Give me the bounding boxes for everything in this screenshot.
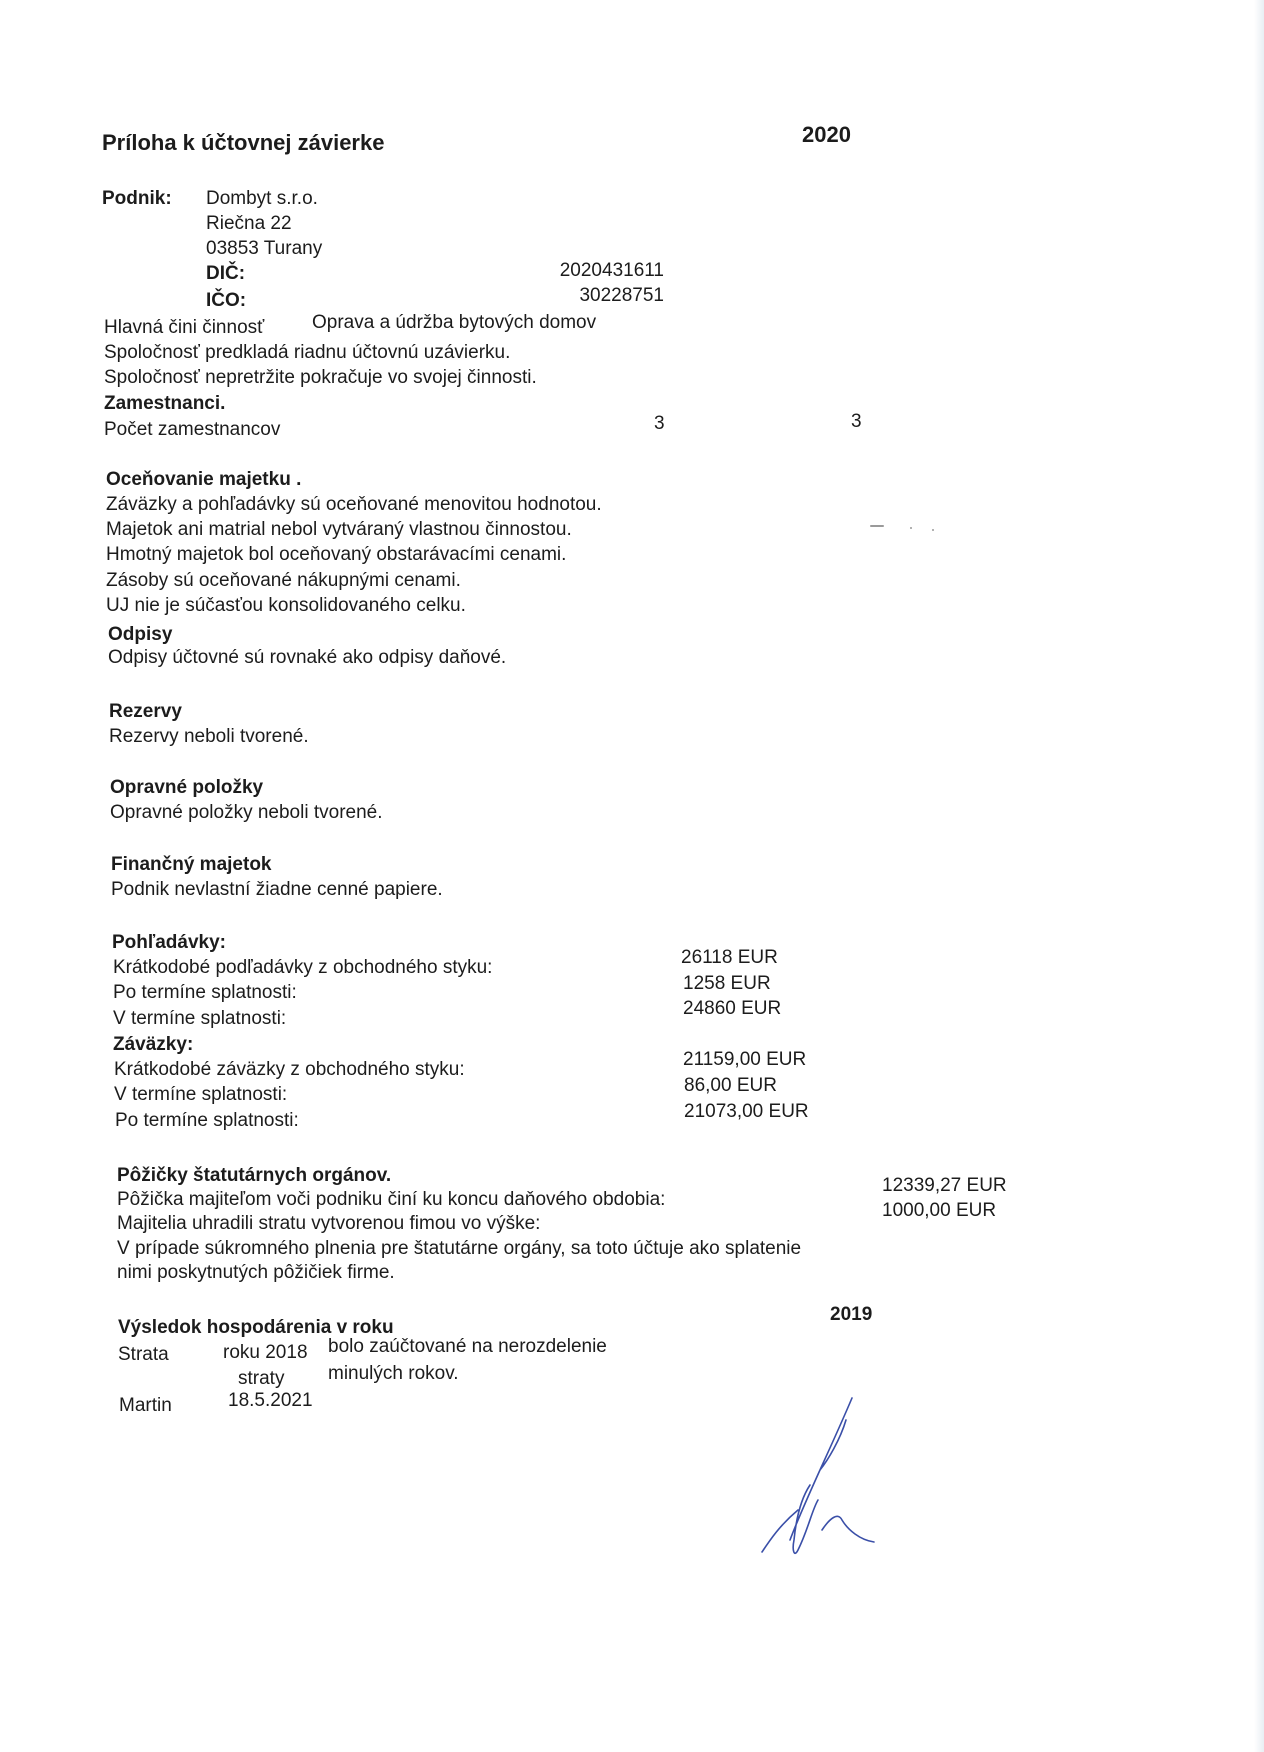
valuation-heading: Oceňovanie majetku . <box>106 469 302 490</box>
scan-edge-shadow <box>1254 0 1264 1752</box>
loans-row-label: Pôžička majiteľom voči podniku činí ku koncu daňového obdobia: <box>117 1189 666 1210</box>
liabilities-row-label: Krátkodobé záväzky z obchodného styku: <box>114 1059 465 1080</box>
loans-row-value: 12339,27 EUR <box>882 1175 1007 1196</box>
dic-value: 2020431611 <box>559 260 664 281</box>
liabilities-row-label: V termíne splatnosti: <box>114 1084 288 1105</box>
employees-current: 3 <box>654 413 665 434</box>
ico-value: 30228751 <box>579 285 664 306</box>
company-name: Dombyt s.r.o. <box>206 188 318 209</box>
adjustments-text: Opravné položky neboli tvorené. <box>110 802 383 823</box>
receivables-row-value: 26118 EUR <box>681 947 778 968</box>
document-year: 2020 <box>802 122 851 147</box>
receivables-row-label: Po termíne splatnosti: <box>113 982 297 1003</box>
employees-heading: Zamestnanci. <box>104 393 226 414</box>
footer-place: Martin <box>119 1395 172 1416</box>
signature-image <box>750 1390 890 1560</box>
statement-line: Spoločnosť nepretržite pokračuje vo svojej činnosti. <box>104 367 537 388</box>
receivables-row-label: V termíne splatnosti: <box>113 1008 287 1029</box>
document-title: Príloha k účtovnej závierke <box>102 130 385 155</box>
footer-date: 18.5.2021 <box>228 1390 313 1411</box>
valuation-line: Záväzky a pohľadávky sú oceňované menovitou hodnotou. <box>106 494 602 515</box>
company-label: Podnik: <box>102 188 172 209</box>
reserves-heading: Rezervy <box>109 701 182 722</box>
scan-mark <box>932 529 934 531</box>
valuation-line: UJ nie je súčasťou konsolidovaného celku. <box>106 595 466 616</box>
scan-mark <box>870 525 884 527</box>
loans-note-line: nimi poskytnutých pôžičiek firme. <box>117 1262 395 1283</box>
result-col1-line1: roku 2018 <box>223 1342 308 1363</box>
liabilities-row-value: 21073,00 EUR <box>684 1101 809 1122</box>
result-heading: Výsledok hospodárenia v roku <box>118 1317 394 1338</box>
employees-previous: 3 <box>851 411 862 432</box>
activity-value: Oprava a údržba bytových domov <box>312 312 597 333</box>
liabilities-row-value: 21159,00 EUR <box>683 1049 807 1070</box>
result-col2-line2: minulých rokov. <box>328 1363 459 1384</box>
loans-heading: Pôžičky štatutárnych orgánov. <box>117 1165 392 1186</box>
loans-note-line: V prípade súkromného plnenia pre štatutárne orgány, sa toto účtuje ako splatenie <box>117 1238 802 1259</box>
valuation-line: Zásoby sú oceňované nákupnými cenami. <box>106 570 461 591</box>
financial-text: Podnik nevlastní žiadne cenné papiere. <box>111 879 443 900</box>
liabilities-heading: Záväzky: <box>113 1034 194 1055</box>
employees-label: Počet zamestnancov <box>104 419 281 440</box>
financial-heading: Finančný majetok <box>111 854 272 875</box>
dic-label: DIČ: <box>206 263 246 284</box>
valuation-line: Hmotný majetok bol oceňovaný obstarávacími cenami. <box>106 544 567 565</box>
adjustments-heading: Opravné položky <box>110 777 264 798</box>
company-street: Riečna 22 <box>206 213 292 234</box>
loans-row-value: 1000,00 EUR <box>882 1200 997 1221</box>
valuation-line: Majetok ani matrial nebol vytváraný vlastnou činnostou. <box>106 519 572 540</box>
depreciation-text: Odpisy účtovné sú rovnaké ako odpisy daňové. <box>108 647 507 668</box>
depreciation-heading: Odpisy <box>108 624 173 645</box>
liabilities-row-value: 86,00 EUR <box>684 1075 777 1096</box>
result-col2-line1: bolo zaúčtované na nerozdelenie <box>328 1336 607 1357</box>
reserves-text: Rezervy neboli tvorené. <box>109 726 309 747</box>
receivables-row-value: 1258 EUR <box>683 973 771 994</box>
statement-line: Spoločnosť predkladá riadnu účtovnú uzávierku. <box>104 342 511 363</box>
activity-label: Hlavná čini činnosť <box>104 317 265 338</box>
receivables-heading: Pohľadávky: <box>112 932 226 953</box>
result-strata-label: Strata <box>118 1344 169 1365</box>
scan-mark <box>910 527 912 529</box>
receivables-row-value: 24860 EUR <box>683 998 782 1019</box>
loans-row-label: Majitelia uhradili stratu vytvorenou fimou vo výške: <box>117 1213 541 1234</box>
company-city: 03853 Turany <box>206 238 323 259</box>
result-year: 2019 <box>830 1304 873 1325</box>
receivables-row-label: Krátkodobé podľadávky z obchodného styku: <box>113 957 493 978</box>
result-col1-line2: straty <box>238 1368 285 1389</box>
liabilities-row-label: Po termíne splatnosti: <box>115 1110 299 1131</box>
ico-label: IČO: <box>206 290 247 311</box>
